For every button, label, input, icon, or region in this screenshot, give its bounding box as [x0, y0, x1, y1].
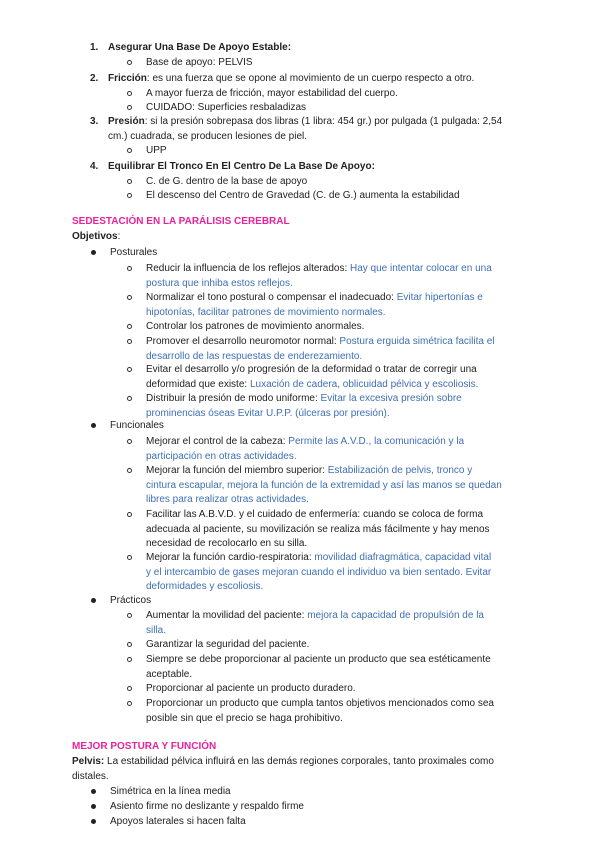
circle-bullet-icon: [127, 324, 132, 329]
explanation-text: participación en otras actividades.: [146, 450, 297, 462]
objective-line: [146, 277, 293, 290]
list-number: 1.: [90, 42, 99, 53]
sub-item: C. de G. dentro de la base de apoyo: [146, 176, 308, 187]
pelvis-label: Pelvis:: [72, 756, 105, 767]
circle-bullet-icon: [127, 193, 132, 198]
objective-line: [146, 262, 492, 275]
objective-line: [146, 609, 484, 622]
disc-bullet-icon: [91, 789, 96, 794]
explanation-text: deformidades y escoliosis.: [146, 581, 264, 592]
objective-text: Evitar el desarrollo y/o progresión de la deformidad o tratar de corregir una: [146, 364, 477, 375]
circle-bullet-icon: [127, 613, 132, 618]
group-label: Prácticos: [110, 595, 152, 606]
objective-line: [146, 638, 309, 651]
objective-text: necesidad de recolocarlo en su silla.: [146, 538, 308, 549]
circle-bullet-icon: [127, 60, 132, 65]
posture-bullet: Asiento firme no deslizante y respaldo firme: [110, 801, 304, 812]
explanation-text: Estabilización de pelvis, tronco y: [327, 465, 473, 476]
numbered-item-title: Fricción: [108, 73, 147, 84]
posture-bullet: Apoyos laterales si hacen falta: [110, 816, 246, 827]
sub-item: El descenso del Centro de Gravedad (C. de G.) aumenta la estabilidad: [146, 190, 460, 201]
objective-text: Reducir la influencia de los reflejos alterados:: [146, 263, 350, 274]
objectives-colon: :: [117, 231, 121, 242]
objective-line: [146, 624, 166, 637]
objective-line: [146, 566, 491, 579]
disc-bullet-icon: [91, 598, 96, 603]
objective-text: Promover el desarrollo neuromotor normal:: [146, 336, 340, 347]
circle-bullet-icon: [127, 468, 132, 473]
list-number: 4.: [90, 161, 99, 172]
objective-line: [146, 291, 483, 304]
objective-text: Proporcionar un producto que cumpla tantos objetivos mencionados como sea: [146, 698, 494, 709]
objective-line: [146, 392, 462, 405]
circle-bullet-icon: [127, 367, 132, 372]
objective-line: [146, 493, 309, 506]
objective-line: [146, 350, 362, 363]
objective-line: [146, 537, 307, 550]
explanation-text: movilidad diafragmática, capacidad vital: [314, 552, 492, 563]
numbered-item-title: Presión: [108, 116, 145, 127]
objective-line: [146, 479, 502, 492]
disc-bullet-icon: [91, 250, 96, 255]
explanation-text: Permite las A.V.D., la comunicación y la: [288, 436, 465, 447]
sub-item: CUIDADO: Superficies resbaladizas: [146, 102, 307, 113]
pelvis-paragraph: [72, 755, 494, 768]
numbered-item: [108, 41, 291, 54]
circle-bullet-icon: [127, 396, 132, 401]
numbered-item: [108, 115, 502, 128]
sub-item: A mayor fuerza de fricción, mayor estabilidad del cuerpo.: [146, 88, 398, 99]
objective-text: Distribuir la presión de modo uniforme:: [146, 393, 321, 404]
disc-bullet-icon: [91, 804, 96, 809]
objective-line: [146, 668, 192, 681]
explanation-text: Postura erguida simétrica facilita el: [339, 336, 495, 347]
objective-text: Facilitar las A.B.V.D. y el cuidado de enfermería: cuando se coloca de forma: [146, 509, 484, 520]
objective-text: posible sin que el precio se haga prohibitivo.: [146, 712, 343, 724]
section-heading: MEJOR POSTURA Y FUNCIÓN: [72, 741, 217, 752]
explanation-text: prominencias óseas Evitar U.P.P. (úlceras por presión).: [146, 407, 390, 419]
explanation-text: silla.: [146, 624, 167, 636]
explanation-text: y el intercambio de gases mejoran cuando el individuo va bien sentado. Evitar: [146, 566, 492, 578]
explanation-text: Luxación de cadera, oblicuidad pélvica y escoliosis.: [249, 378, 479, 390]
objective-text: deformidad que existe:: [146, 378, 250, 390]
numbered-item: [108, 72, 474, 85]
objective-text: Mejorar la función del miembro superior:: [146, 465, 328, 476]
objective-line: [146, 508, 483, 521]
circle-bullet-icon: [127, 91, 132, 96]
posture-bullet: Simétrica en la línea media: [110, 786, 231, 797]
disc-bullet-icon: [91, 819, 96, 824]
objective-line: [146, 320, 364, 333]
explanation-text: hipotonías, facilitar patrones de movimiento normales.: [146, 306, 386, 318]
objectives-label: [72, 230, 120, 243]
explanation-text: Evitar la excesiva presión sobre: [320, 393, 462, 404]
circle-bullet-icon: [127, 555, 132, 560]
objective-line: [146, 306, 386, 319]
circle-bullet-icon: [127, 339, 132, 344]
sub-item: UPP: [146, 145, 167, 156]
objective-line: [146, 580, 263, 593]
objective-line: [146, 523, 490, 536]
circle-bullet-icon: [127, 657, 132, 662]
objective-line: [146, 435, 464, 448]
circle-bullet-icon: [127, 266, 132, 271]
objective-text: Aumentar la movilidad del paciente:: [146, 610, 308, 621]
objective-line: [146, 697, 494, 710]
objective-text: Mejorar la función cardio-respiratoria:: [146, 552, 315, 563]
objective-text: Controlar los patrones de movimiento anormales.: [146, 321, 365, 332]
circle-bullet-icon: [127, 439, 132, 444]
group-label: Funcionales: [110, 420, 164, 431]
numbered-item: [108, 160, 375, 173]
explanation-text: cintura escapular, mejora la función de la extremidad y así las manos se quedan: [146, 479, 502, 491]
objective-text: Proporcionar al paciente un producto duradero.: [146, 683, 356, 694]
explanation-text: Evitar hipertonías e: [396, 292, 483, 303]
group-label: Posturales: [110, 247, 158, 258]
circle-bullet-icon: [127, 295, 132, 300]
list-number: 3.: [90, 116, 99, 127]
circle-bullet-icon: [127, 642, 132, 647]
objective-line: [146, 407, 390, 420]
objective-text: Normalizar el tono postural o compensar el inadecuado:: [146, 292, 397, 303]
objective-line: [146, 551, 491, 564]
section-heading: SEDESTACIÓN EN LA PARÁLISIS CEREBRAL: [72, 216, 290, 227]
objective-line: [146, 464, 472, 477]
numbered-item-continuation: cm.) cuadrada, se producen lesiones de piel.: [108, 131, 308, 142]
numbered-item-title: Asegurar Una Base De Apoyo Estable:: [108, 42, 292, 53]
objective-text: Garantizar la seguridad del paciente.: [146, 639, 310, 650]
explanation-text: postura que inhiba estos reflejos.: [146, 277, 293, 289]
disc-bullet-icon: [91, 423, 96, 428]
circle-bullet-icon: [127, 179, 132, 184]
explanation-text: mejora la capacidad de propulsión de la: [307, 610, 484, 621]
objective-line: [146, 712, 343, 725]
objective-text: adecuada al paciente, su movilización se realiza más fácilmente y hay menos: [146, 523, 490, 535]
list-number: 2.: [90, 73, 99, 84]
objective-line: [146, 335, 495, 348]
objective-text: Siempre se debe proporcionar al paciente un producto que sea estéticamente: [146, 654, 491, 665]
circle-bullet-icon: [127, 686, 132, 691]
numbered-item-title: Equilibrar El Tronco En El Centro De La Base De Apoyo:: [108, 161, 375, 172]
circle-bullet-icon: [127, 105, 132, 110]
circle-bullet-icon: [127, 512, 132, 517]
objectives-title: Objetivos: [72, 231, 118, 242]
objective-text: aceptable.: [146, 668, 193, 680]
explanation-text: Hay que intentar colocar en una: [350, 263, 492, 274]
explanation-text: libres para realizar otras actividades.: [146, 494, 309, 505]
numbered-item-text: : es una fuerza que se opone al movimiento de un cuerpo respecto a otro.: [146, 73, 475, 84]
pelvis-paragraph-continuation: distales.: [72, 771, 109, 782]
sub-item: Base de apoyo: PELVIS: [146, 57, 253, 68]
circle-bullet-icon: [127, 148, 132, 153]
circle-bullet-icon: [127, 701, 132, 706]
explanation-text: desarrollo de las respuestas de enderezamiento.: [146, 350, 363, 362]
objective-text: Mejorar el control de la cabeza:: [146, 436, 289, 447]
objective-line: [146, 653, 491, 666]
numbered-item-text: : si la presión sobrepasa dos libras (1 libra: 454 gr.) por pulgada (1 pulgada: 2,54: [144, 116, 503, 127]
objective-line: [146, 682, 356, 695]
objective-line: [146, 450, 297, 463]
objective-line: [146, 378, 478, 391]
pelvis-text: La estabilidad pélvica influirá en las demás regiones corporales, tanto proximales como: [104, 756, 494, 767]
objective-line: [146, 363, 477, 376]
